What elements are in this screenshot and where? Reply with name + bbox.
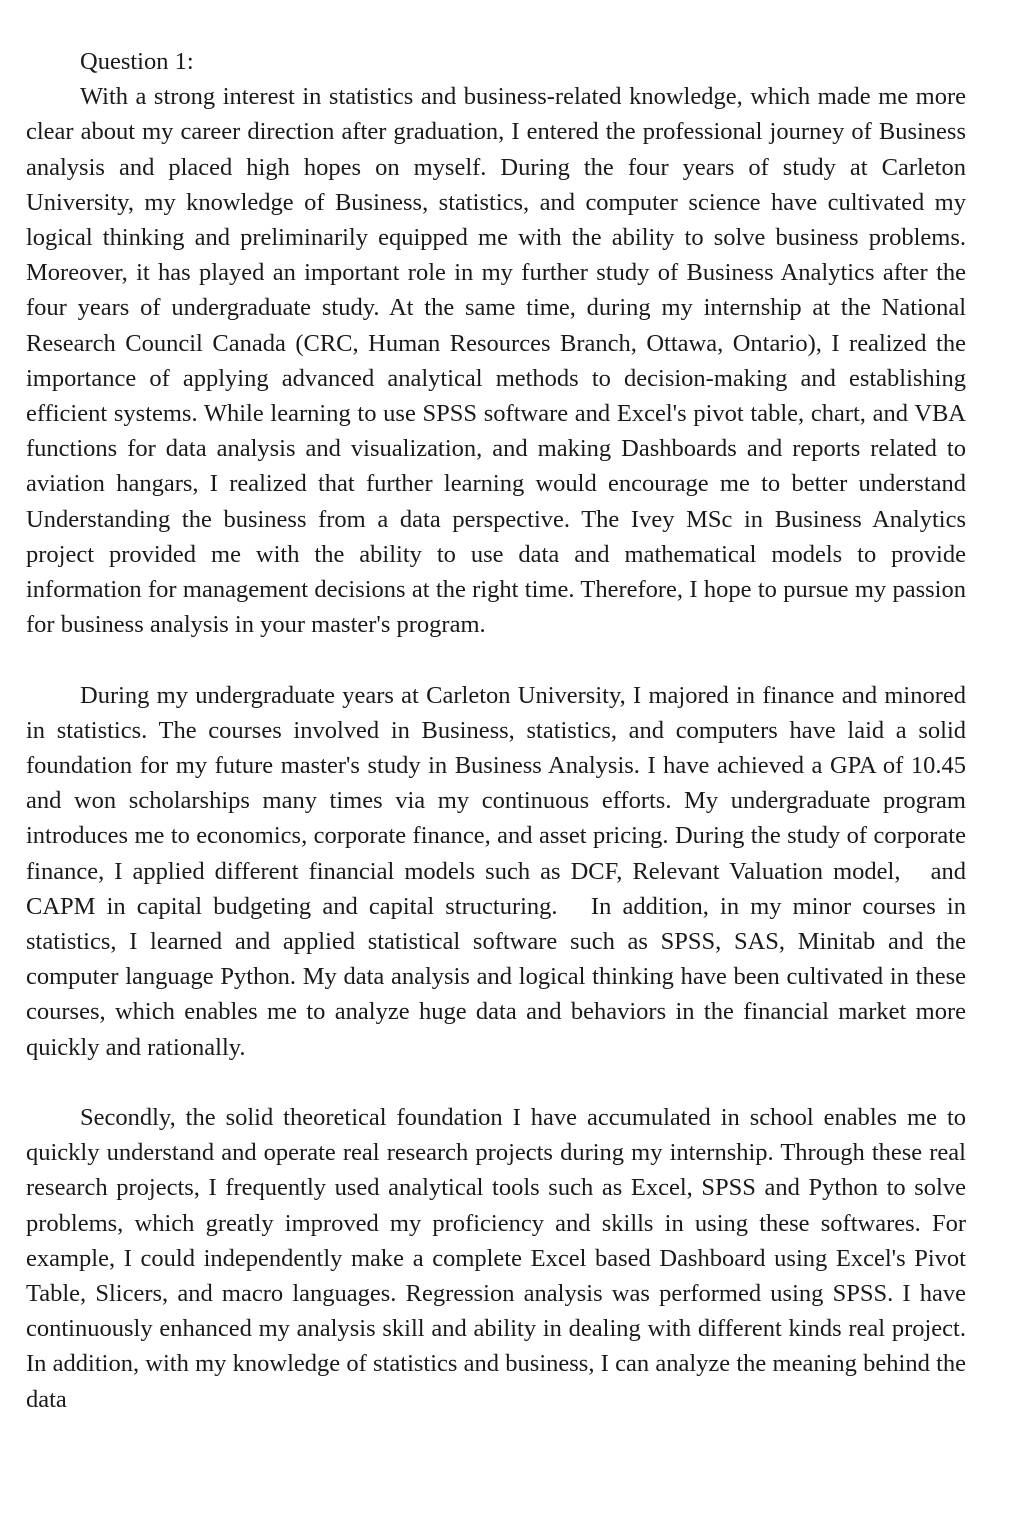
question-heading: Question 1: — [80, 48, 194, 75]
paragraph-motivation: With a strong interest in statistics and business-related knowledge, which made me more clear about my career direction after graduation, I entered the professional journey of Business analysis and placed high hopes on myself. During the four years of study at Carleton University, my knowledge of Business, statistics, and computer science have cultivated my logical thinking and preliminarily equipped me with the ability to solve business problems. Moreover, it has played an important role in my further study of Business Analytics after the four years of undergraduate study. At the same time, during my internship at the National Research Council Canada (CRC, Human Resources Branch, Ottawa, Ontario), I realized the importance of applying advanced analytical methods to decision-making and establishing efficient systems. While learning to use SPSS software and Excel's pivot table, chart, and VBA functions for data analysis and visualization, and making Dashboards and reports related to aviation hangars, I realized that further learning would encourage me to better understand Understanding the business from a data perspective. The Ivey MSc in Business Analytics project provided me with the ability to use data and mathematical models to provide information for management decisions at the right time. Therefore, I hope to pursue my passion for business analysis in your master's program. — [26, 83, 973, 639]
paragraph-spacer — [26, 1065, 966, 1100]
paragraph-internship: Secondly, the solid theoretical foundation I have accumulated in school enables me to quickly understand and operate real research projects during my internship. Through these real research projects, I frequently used analytical tools such as Excel, SPSS and Python to solve problems, which greatly improved my proficiency and skills in using these softwares. For example, I could independently make a complete Excel based Dashboard using Excel's Pivot Table, Slicers, and macro languages. Regression analysis was performed using SPSS. I have continuously enhanced my analysis skill and ability in dealing with different kinds real project. In addition, with my knowledge of statistics and business, I can analyze the meaning behind the data — [26, 1104, 973, 1413]
document-body — [26, 44, 973, 1417]
paragraph-spacer — [26, 642, 966, 677]
paragraph-undergraduate: During my undergraduate years at Carleton University, I majored in finance and minored in statistics. The courses involved in Business, statistics, and computers have laid a solid foundation for my future master's study in Business Analysis. I have achieved a GPA of 10.45 and won scholarships many times via my continuous efforts. My undergraduate program introduces me to economics, corporate finance, and asset pricing. During the study of corporate finance, I applied different financial models such as DCF, Relevant Valuation model, and CAPM in capital budgeting and capital structuring. In addition, in my minor courses in statistics, I learned and applied statistical software such as SPSS, SAS, Minitab and the computer language Python. My data analysis and logical thinking have been cultivated in these courses, which enables me to analyze huge data and behaviors in the financial market more quickly and rationally. — [26, 681, 973, 1061]
